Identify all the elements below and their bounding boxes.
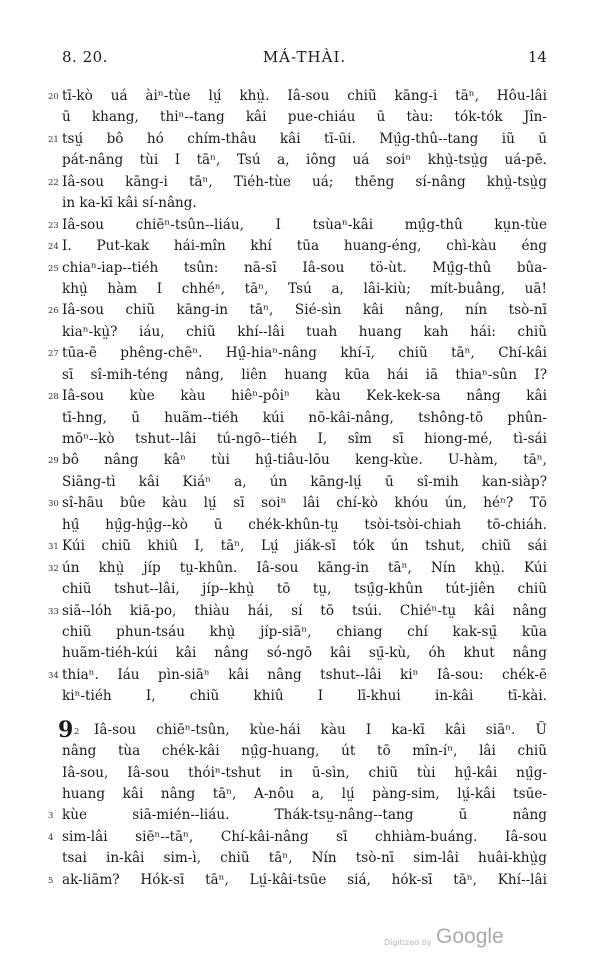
text-line: [62, 686, 547, 707]
text-line: [62, 408, 547, 429]
text-line: [62, 107, 547, 128]
line-text: huãm-tiéh-kúi kâi nâng só-ngō kâi sṳ̄-kù, óh khut nâng: [62, 645, 547, 662]
text-line: [48, 450, 547, 471]
line-text: siā--lóh kiā-po, thiàu hái, sí tō tsúi. Chiéⁿ-tṳ kâi nâng: [62, 602, 547, 619]
line-text: Iâ-sou chiēⁿ-tsûn, kùe-hái kàu I ka-kī kâi siāⁿ. Ũ: [94, 721, 547, 738]
line-text: mōⁿ--kò tshut--lâi tú-ngō--tiéh I, sîm sī hiong-mé, tì-sái: [62, 431, 547, 447]
line-text: in ka-kī kâi sí-nâng.: [62, 195, 197, 212]
text-line: [48, 86, 547, 107]
text-line: [62, 643, 547, 664]
line-text: sî-hāu bûe kàu lṳ́ sī soiⁿ lâi chí-kò khóu ún, héⁿ? Tō: [62, 495, 547, 512]
line-text: tī-kò uá àiⁿ-tùe lṳ́ khṳ̀. Iâ-sou chiũ kāng-i tāⁿ, Hôu-lâi: [62, 88, 547, 104]
line-text: khṳ̀ hàm I chhéⁿ, tāⁿ, Tsú a, lâi-kiù; mít-buâng, uā!: [62, 280, 547, 297]
line-text: ū khang, thiⁿ--tang kâi pue-chiáu ū tàu: tók-tók Jîn-: [62, 109, 547, 126]
line-text: kiⁿ-tiéh I, chiũ khiû I lī-khui in-kâi tī-kài.: [62, 688, 547, 705]
text-line: [48, 665, 547, 686]
line-text: tsai in-kâi sim-ì, chiũ tāⁿ, Nín tsò-nī sim-lâi huâi-khṳ̀g: [62, 850, 547, 867]
verse-number: 31: [48, 542, 59, 553]
text-line: [62, 579, 547, 600]
line-text: Siāng-tì kâi Kiáⁿ a, ún kāng-lṳ́ ū sî-mih kan-siàp?: [62, 473, 547, 490]
verse-number: 34: [48, 670, 59, 681]
line-text: kiaⁿ-kṳ̀? iáu, chiũ khí--lâi tuah huang kah hái: chiũ: [62, 323, 547, 340]
verse-number: 2: [74, 726, 80, 737]
text-line: [48, 386, 547, 407]
chapter-gap: [62, 708, 547, 720]
text-line: [48, 129, 547, 150]
text-line: [48, 172, 547, 193]
verse-number: 3: [48, 811, 54, 822]
text-line: [62, 741, 547, 762]
verse-number: 24: [48, 242, 59, 253]
verse-number: 23: [48, 220, 59, 231]
verse-number: 27: [48, 349, 59, 360]
text-line: [62, 848, 547, 869]
running-header: [62, 48, 547, 68]
line-text: chiaⁿ-iap--tiéh tsûn: nā-sī Iâ-sou tö-ùt. Mṳ̂g-thû bûa-: [62, 259, 547, 276]
verse-number: 26: [48, 306, 59, 317]
line-text: Iâ-sou kāng-i tāⁿ, Tiéh-tùe uá; thēng sí-nâng khṳ̀-tsṳ̀g: [62, 173, 547, 190]
main-text-block: [48, 86, 547, 708]
verse-number: 32: [48, 563, 59, 574]
text-line: [48, 236, 547, 257]
text-line: [48, 493, 547, 514]
text-line: [48, 258, 547, 279]
verse-number: 25: [48, 263, 59, 274]
line-text: hṳ̂ hṳ̂g-hṳ̂g--kò ū chék-khûn-tṳ tsòi-tsòi-chiah tō-chiáh.: [62, 516, 547, 533]
line-text: thiaⁿ. Iáu pìn-siāⁿ kâi nâng tshut--lâi kiⁿ Iâ-sou: chék-ē: [62, 666, 547, 683]
line-text: sim-lâi siēⁿ--tāⁿ, Chí-kâi-nâng sī chhiàm-buáng. Iâ-sou: [62, 828, 547, 845]
line-text: chiũ phun-tsáu khṳ̀ jíp-siāⁿ, chiang chí kak-sṳ̄ kūa: [62, 623, 547, 640]
text-line: [62, 322, 547, 343]
google-logo: Google: [436, 925, 504, 948]
line-text: chiũ tshut--lâi, jíp--khṳ̀ tō tṳ, tsṳ̂g-khûn tút-jiên chiũ: [62, 581, 547, 598]
line-text: Iâ-sou chiũ kāng-in tāⁿ, Sié-sìn kâi nâng, nín tsò-nī: [62, 302, 547, 319]
text-line: [58, 716, 547, 743]
book-title: MÁ-THÀI.: [262, 48, 347, 66]
text-line: [48, 827, 547, 848]
line-text: huang kâi nâng tāⁿ, A-nôu a, lṳ́ pàng-sim, lṳ́-kâi tsūe-: [62, 786, 547, 802]
text-line: [48, 300, 547, 321]
verse-number: 30: [48, 499, 59, 510]
text-line: [48, 601, 547, 622]
text-line: [62, 763, 547, 784]
text-line: [62, 622, 547, 643]
verse-number: 20: [48, 92, 59, 102]
chapter-verse-ref: 8. 20.: [62, 48, 108, 66]
text-line: [48, 870, 547, 891]
text-line: [48, 215, 547, 236]
verse-number: 29: [48, 456, 59, 467]
line-text: nâng tùa chék-kâi nṳ̂g-huang, út tō mîn-íⁿ, lâi chiũ: [62, 743, 547, 760]
text-line: [62, 365, 547, 386]
text-line: [62, 193, 547, 214]
text-line: [62, 429, 547, 450]
line-text: Iâ-sou kùe kàu hiêⁿ-pôiⁿ kàu Kek-kek-sa nâng kâi: [62, 388, 547, 405]
line-text: tsṳ́ bô hó chím-thâu kâi tī-ūi. Mṳ̂g-thû--tang iũ ū: [62, 130, 547, 147]
line-text: Kúi chiũ khiû I, tāⁿ, Lṳ́ jiák-sī tók ún tshut, chiũ sái: [62, 538, 547, 555]
digitized-by-text: Digitized by: [384, 938, 432, 947]
line-text: bô nâng kâⁿ tùi hṳ̂-tiâu-lōu keng-kùe. U-hàm, tāⁿ,: [62, 452, 547, 469]
verse-number: 21: [48, 134, 59, 145]
chapter-nine-block: [48, 716, 547, 892]
line-text: Iâ-sou, Iâ-sou thóiⁿ-tshut in ū-sìn, chiũ tùi hṳ̂-kâi nṳ̂g-: [62, 764, 547, 781]
text-line: [48, 805, 547, 826]
line-text: ak-liām? Hók-sī tāⁿ, Lṳ́-kâi-tsūe siá, hók-sī tāⁿ, Khí--lâi: [62, 871, 547, 888]
verse-number: 22: [48, 177, 59, 188]
verse-number: 33: [48, 606, 59, 617]
text-line: [48, 536, 547, 557]
text-line: [62, 150, 547, 171]
text-line: [48, 343, 547, 364]
line-text: kùe siā-mién--liáu. Thák-tsṳ-nâng--tang ū nâng: [62, 807, 547, 824]
chapter-number: 9: [58, 716, 74, 743]
text-line: [62, 279, 547, 300]
page-number: 14: [527, 48, 547, 66]
line-text: I. Put-kak hái-mîn khí tūa huang-éng, chì-kàu éng: [62, 238, 547, 255]
line-text: sī sî-mih-téng nâng, liên huang kūa hái iā thiaⁿ-sûn I?: [62, 366, 547, 383]
line-text: pát-nâng tùi I tāⁿ, Tsú a, iông uá soiⁿ khṳ̀-tsṳ̀g uá-pē.: [62, 152, 547, 169]
line-text: tī-hng, ū huãm--tiéh kúi nō-kâi-nâng, tshông-tō phûn-: [62, 409, 547, 426]
line-text: Iâ-sou chiēⁿ-tsûn--liáu, I tsùaⁿ-kâi mṳ̂g-thû kṳn-tùe: [62, 216, 547, 233]
text-line: [62, 515, 547, 536]
line-text: tūa-ē phêng-chēⁿ. Hṳ̂-hiaⁿ-nâng khí-ī, chiũ tāⁿ, Chí-kâi: [62, 345, 547, 362]
text-line: [48, 558, 547, 579]
text-line: [62, 784, 547, 805]
verse-number: 5: [48, 875, 54, 886]
verse-number: 28: [48, 392, 59, 403]
line-text: ún khṳ̀ jíp tṳ-khûn. Iâ-sou kāng-in tāⁿ, Nín khṳ̀. Kúi: [62, 559, 547, 576]
text-line: [62, 472, 547, 493]
text-body: [48, 86, 547, 891]
verse-number: 4: [48, 832, 54, 843]
